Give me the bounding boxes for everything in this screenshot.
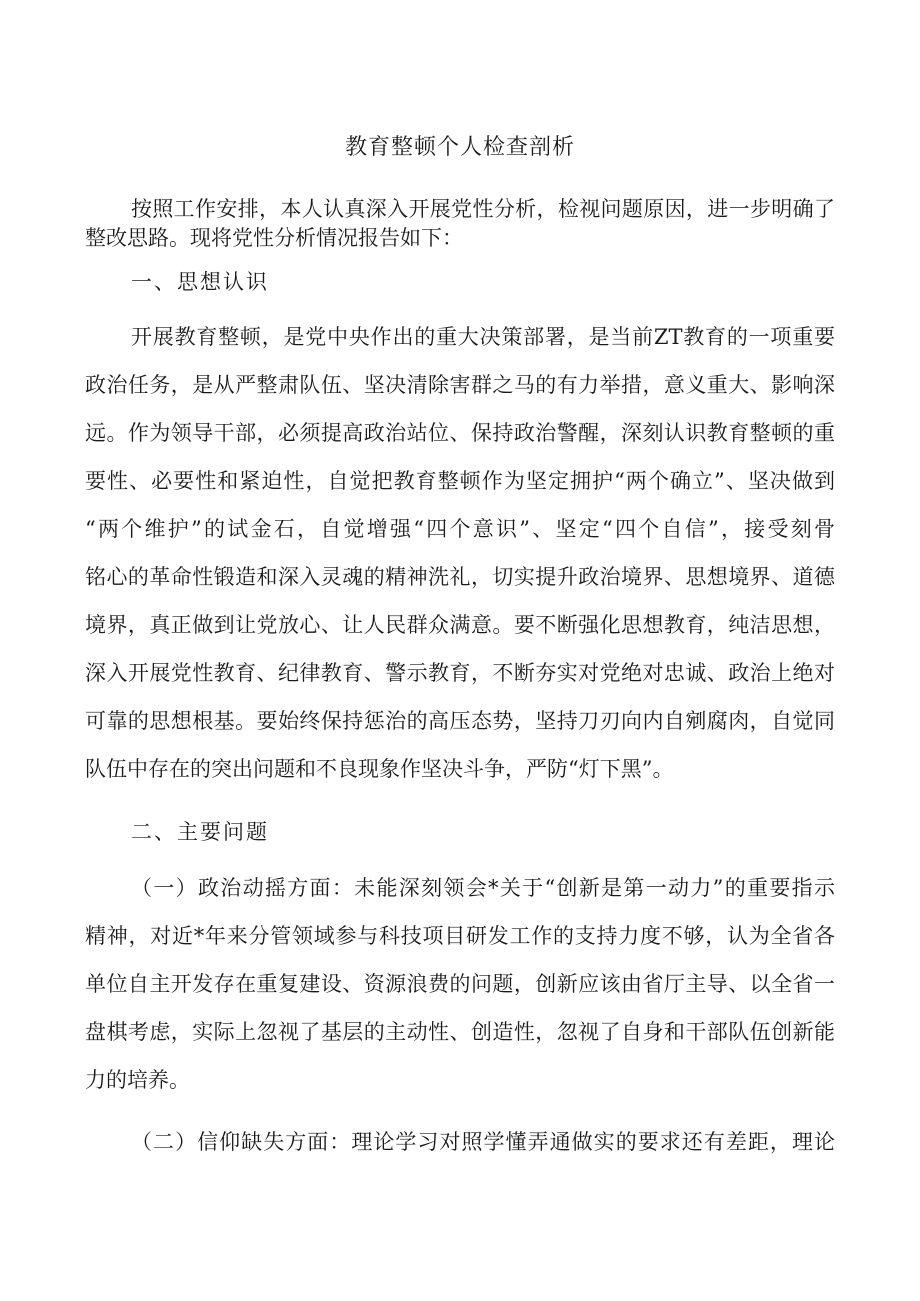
text-line: 单位自主开发存在重复建设、资源浪费的问题，创新应该由省厅主导、以全省一 bbox=[85, 972, 835, 996]
text-line: 队伍中存在的突出问题和不良现象作坚决斗争，严防“灯下黑”。 bbox=[85, 757, 674, 781]
text-line: 要性、必要性和紧迫性，自觉把教育整顿作为坚定拥护“两个确立”、坚决做到 bbox=[85, 469, 835, 493]
intro-paragraph bbox=[85, 195, 835, 253]
section1-paragraph bbox=[85, 313, 835, 793]
text-line: 盘棋考虑，实际上忽视了基层的主动性、创造性，忽视了自身和干部队伍创新能 bbox=[85, 1020, 835, 1044]
section-heading-1: 一、思想认识 bbox=[131, 270, 269, 294]
text-line: （一）政治动摇方面：未能深刻领会*关于“创新是第一动力”的重要指示 bbox=[131, 876, 835, 900]
text-line: 整改思路。现将党性分析情况报告如下： bbox=[85, 226, 463, 250]
text-line: 力的培养。 bbox=[85, 1068, 190, 1092]
text-line: 深入开展党性教育、纪律教育、警示教育，不断夯实对党绝对忠诚、政治上绝对 bbox=[85, 661, 835, 685]
text-line: 按照工作安排，本人认真深入开展党性分析，检视问题原因，进一步明确了 bbox=[131, 197, 835, 221]
text-line: 远。作为领导干部，必须提高政治站位、保持政治警醒，深刻认识教育整顿的重 bbox=[85, 421, 835, 445]
text-line: （二）信仰缺失方面：理论学习对照学懂弄通做实的要求还有差距，理论 bbox=[131, 1130, 835, 1154]
section2-item-2 bbox=[85, 1118, 835, 1166]
text-line: 可靠的思想根基。要始终保持惩治的高压态势，坚持刀刃向内自剜腐肉，自觉同 bbox=[85, 709, 835, 733]
text-line: 境界，真正做到让党放心、让人民群众满意。要不断强化思想教育，纯洁思想， bbox=[85, 613, 835, 637]
section2-item-1 bbox=[85, 864, 835, 1104]
text-line: “两个维护”的试金石，自觉增强“四个意识”、坚定“四个自信”，接受刻骨 bbox=[85, 517, 835, 541]
text-line: 精神，对近*年来分管领域参与科技项目研发工作的支持力度不够，认为全省各 bbox=[85, 924, 835, 948]
section-heading-2: 二、主要问题 bbox=[131, 820, 269, 844]
text-line: 开展教育整顿，是党中央作出的重大决策部署，是当前ZT教育的一项重要 bbox=[131, 325, 835, 349]
text-line: 政治任务，是从严整肃队伍、坚决清除害群之马的有力举措，意义重大、影响深 bbox=[85, 373, 835, 397]
document-title: 教育整顿个人检查剖析 bbox=[344, 135, 575, 160]
text-line: 铭心的革命性锻造和深入灵魂的精神洗礼，切实提升政治境界、思想境界、道德 bbox=[85, 565, 835, 589]
